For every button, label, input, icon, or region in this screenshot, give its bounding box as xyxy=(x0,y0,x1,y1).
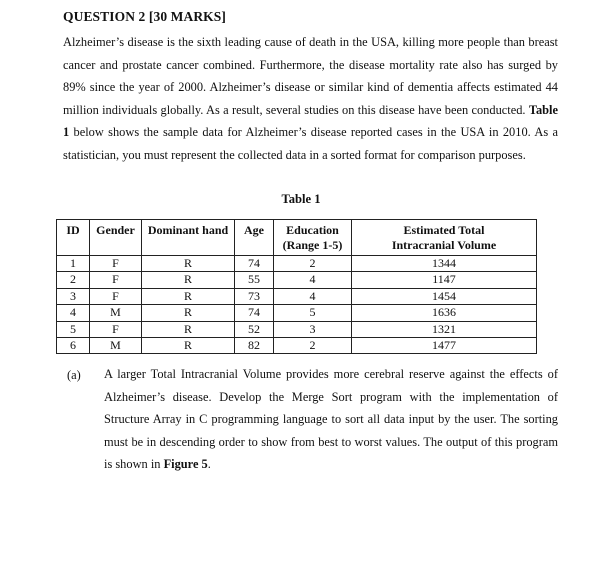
intro-text-1: Alzheimer’s disease is the sixth leading cause of death in the USA, killing more people than breast cancer and prostate cancer combined. Furthermore, the disease mortality rate also has surged by 89% since the year of 2000. Alzheimer’s disease or similar kind of dementia affects estimated 44 million individuals globally. As a result, several studies on this disease have been conducted. xyxy=(63,35,558,117)
intro-paragraph xyxy=(63,31,558,167)
cell-education: 2 xyxy=(274,338,352,354)
cell-hand: R xyxy=(142,288,235,304)
cell-age: 74 xyxy=(235,256,274,272)
data-table xyxy=(56,219,537,354)
cell-age: 52 xyxy=(235,321,274,337)
header-gender: Gender xyxy=(90,220,142,256)
header-volume-line1: Estimated Total xyxy=(403,223,485,237)
cell-gender: F xyxy=(90,272,142,288)
table-row xyxy=(57,256,537,272)
cell-volume: 1477 xyxy=(352,338,537,354)
cell-gender: M xyxy=(90,305,142,321)
cell-volume: 1344 xyxy=(352,256,537,272)
cell-education: 4 xyxy=(274,272,352,288)
table-row xyxy=(57,338,537,354)
cell-volume: 1147 xyxy=(352,272,537,288)
intro-text-2: below shows the sample data for Alzheimer’s disease reported cases in the USA in 2010. As a statistician, you must represent the collected data in a sorted format for comparison purposes. xyxy=(63,125,558,162)
table-row xyxy=(57,272,537,288)
table-header-row xyxy=(57,220,537,256)
table-row xyxy=(57,305,537,321)
cell-education: 4 xyxy=(274,288,352,304)
cell-hand: R xyxy=(142,305,235,321)
header-dominant-hand: Dominant hand xyxy=(142,220,235,256)
table-row xyxy=(57,288,537,304)
cell-education: 3 xyxy=(274,321,352,337)
cell-age: 74 xyxy=(235,305,274,321)
cell-id: 4 xyxy=(57,305,90,321)
question-heading: QUESTION 2 [30 MARKS] xyxy=(63,9,226,24)
cell-id: 5 xyxy=(57,321,90,337)
cell-gender: F xyxy=(90,321,142,337)
header-id: ID xyxy=(57,220,90,256)
header-volume xyxy=(352,220,537,256)
cell-gender: F xyxy=(90,256,142,272)
cell-education: 5 xyxy=(274,305,352,321)
header-volume-line2: Intracranial Volume xyxy=(391,238,497,252)
cell-age: 82 xyxy=(235,338,274,354)
cell-id: 6 xyxy=(57,338,90,354)
cell-hand: R xyxy=(142,272,235,288)
header-education-line2: (Range 1-5) xyxy=(282,238,343,252)
cell-gender: M xyxy=(90,338,142,354)
cell-hand: R xyxy=(142,321,235,337)
cell-age: 73 xyxy=(235,288,274,304)
part-a-period: . xyxy=(207,457,211,472)
cell-volume: 1321 xyxy=(352,321,537,337)
part-a-text: A larger Total Intracranial Volume provides more cerebral reserve against the effects of Alzheimer’s disease. Develop the Merge Sort program with the implementation of Structure Array in C programming language to sort all data input by the user. The sorting must be in descending order to show from best to worst values. The output of this program is shown in xyxy=(104,367,558,472)
cell-hand: R xyxy=(142,338,235,354)
cell-gender: F xyxy=(90,288,142,304)
header-education xyxy=(274,220,352,256)
cell-hand: R xyxy=(142,256,235,272)
figure-reference: Figure 5 xyxy=(163,457,208,472)
table-row xyxy=(57,321,537,337)
header-age: Age xyxy=(235,220,274,256)
cell-id: 2 xyxy=(57,272,90,288)
table-reference: Table 1 xyxy=(63,102,558,140)
part-a-label: (a) xyxy=(67,368,81,382)
header-education-line1: Education xyxy=(286,223,339,237)
cell-volume: 1454 xyxy=(352,288,537,304)
cell-age: 55 xyxy=(235,272,274,288)
table-caption: Table 1 xyxy=(281,192,321,206)
part-a-paragraph xyxy=(104,363,558,476)
cell-id: 1 xyxy=(57,256,90,272)
cell-education: 2 xyxy=(274,256,352,272)
cell-id: 3 xyxy=(57,288,90,304)
cell-volume: 1636 xyxy=(352,305,537,321)
